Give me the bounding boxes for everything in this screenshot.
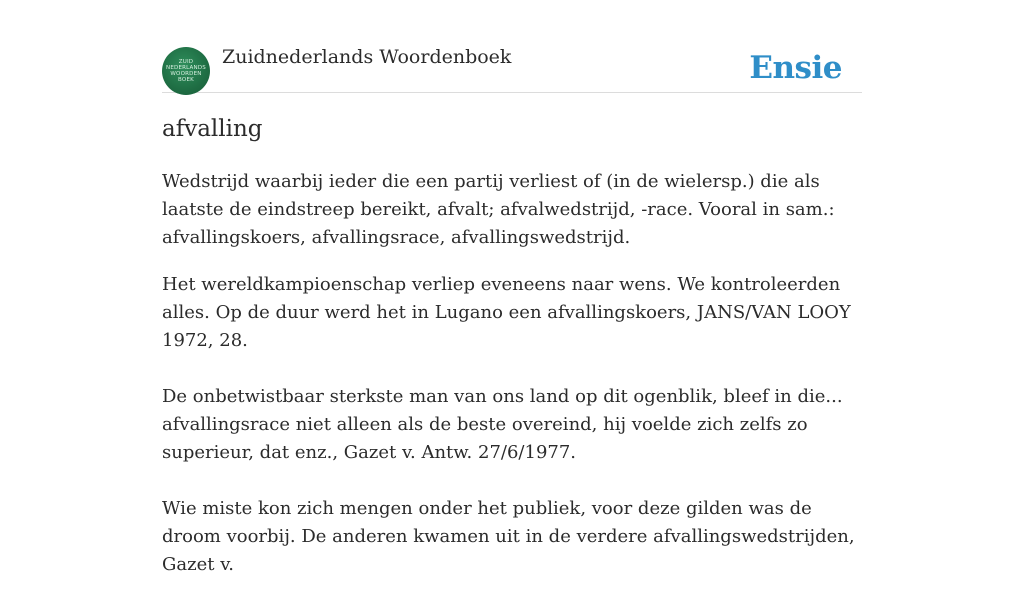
quote-paragraph: Het wereldkampioenschap verliep eveneens naar wens. We kontroleerden alles. Op de duur werd het in Lugano een afvallingskoers, JANS/VAN LOOY 1972, 28. <box>162 274 851 351</box>
ensie-brand-logo[interactable]: Ensie <box>749 50 842 86</box>
quote-paragraph: Wie miste kon zich mengen onder het publiek, voor deze gilden was de droom voorbij. De anderen kwamen uit in de verdere afvallingswedstrijden, Gazet v. <box>162 498 855 575</box>
entry-headword: afvalling <box>162 116 263 142</box>
logo-text-line: ZUID <box>178 59 194 65</box>
entry-quotes <box>162 271 862 607</box>
source-title[interactable]: Zuidnederlands Woordenboek <box>222 46 512 68</box>
entry-definition: Wedstrijd waarbij ieder die een partij verliest of (in de wielersp.) die als laatste de eindstreep bereikt, afvalt; afvalwedstrijd, -race. Vooral in sam.: afvallingskoers, afvallingsrace, afvallingswedstrijd. <box>162 171 835 248</box>
page <box>162 0 862 575</box>
quote-paragraph: De onbetwistbaar sterkste man van ons land op dit ogenblik, bleef in die... afvallingsrace niet alleen als de beste overeind, hij voelde zich zelfs zo superieur, dat enz., Gazet v. Antw. 27/6/1977. <box>162 386 843 463</box>
logo-text-line: NEDERLANDS <box>166 65 206 71</box>
logo-text-line: BOEK <box>178 77 194 83</box>
logo-text-line: WOORDEN <box>170 71 202 77</box>
source-logo[interactable] <box>162 47 210 95</box>
header <box>162 0 862 93</box>
